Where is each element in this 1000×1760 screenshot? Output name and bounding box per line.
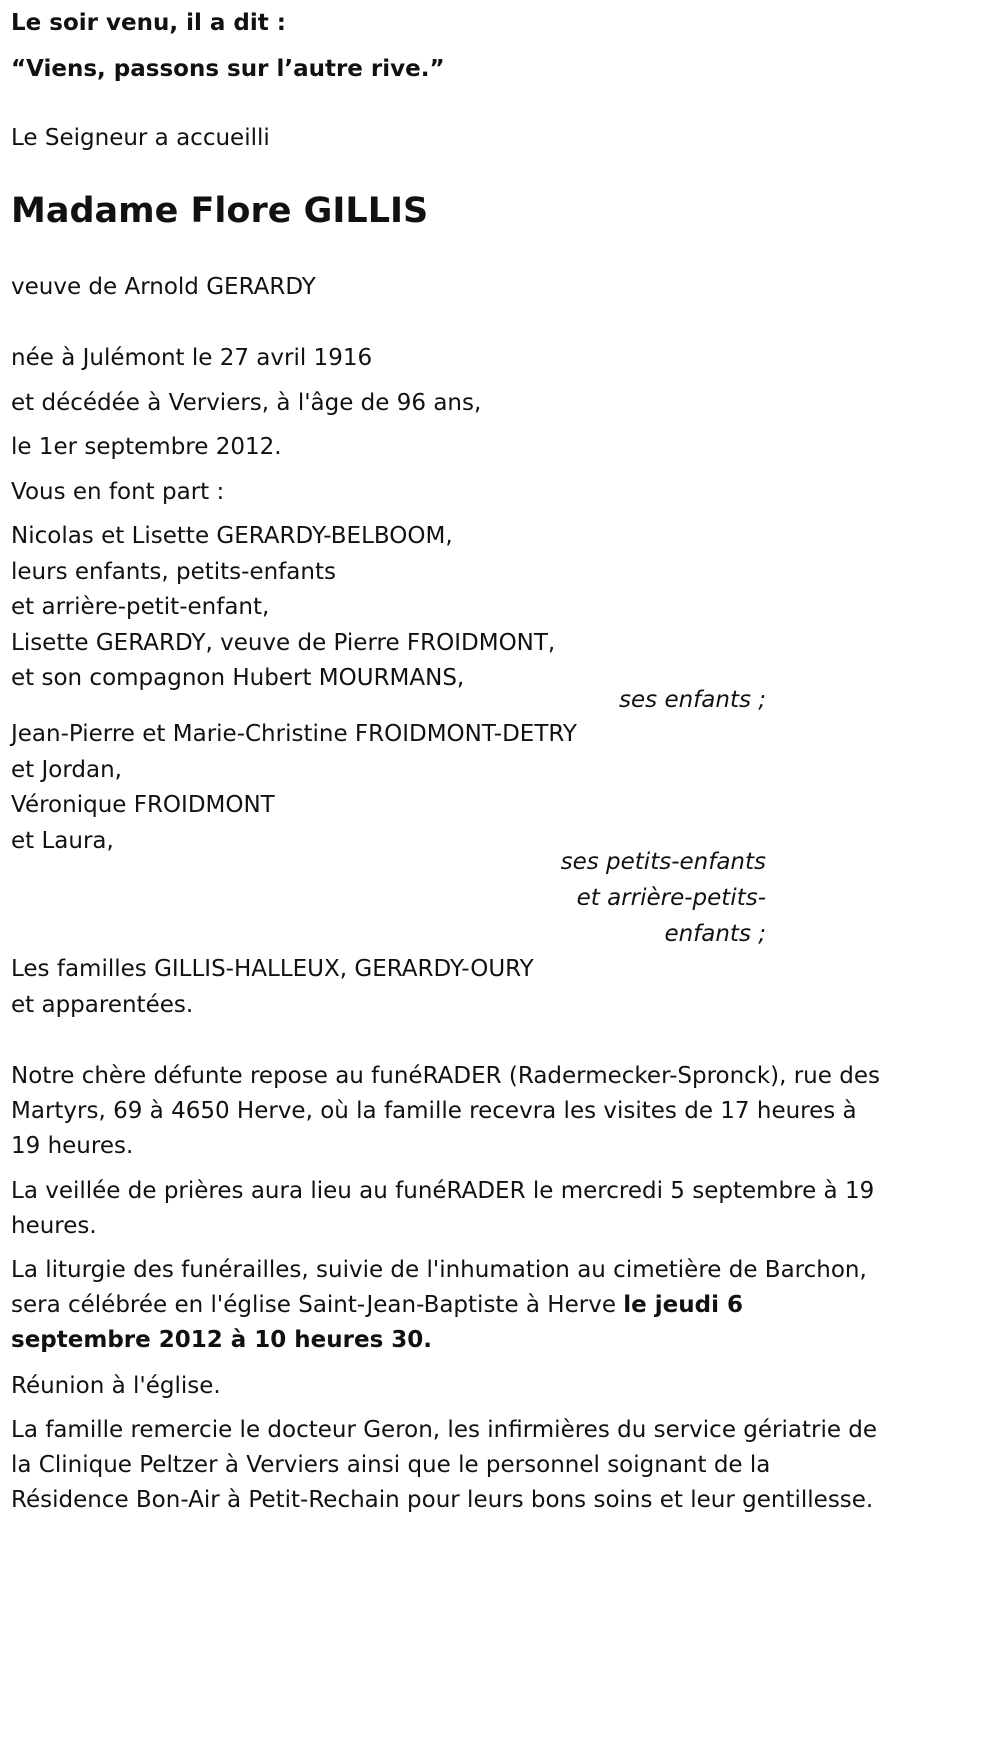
- children-line: leurs enfants, petits-enfants: [11, 559, 336, 585]
- grandchildren-role: ses petits-enfants: [560, 849, 766, 875]
- epigraph-line-1: Le soir venu, il a dit :: [11, 10, 286, 36]
- children-line: Nicolas et Lisette GERARDY-BELBOOM,: [11, 523, 453, 549]
- rest-paragraph: Notre chère défunte repose au funéRADER (Radermecker-Spronck), rue des Martyrs, 69 à 4650 Herve, où la famille recevra les visites de 17 heures à 19 heures.: [11, 1063, 880, 1159]
- children-line: et son compagnon Hubert MOURMANS,: [11, 665, 465, 691]
- grandchildren-line: Véronique FROIDMONT: [11, 792, 275, 818]
- death-text-1: et décédée à Verviers, à l'âge de 96 ans,: [11, 390, 482, 416]
- grandchildren-line: et Laura,: [11, 828, 114, 854]
- grandchildren-role: enfants ;: [664, 921, 766, 947]
- epigraph-line-2: “Viens, passons sur l’autre rive.”: [11, 56, 445, 82]
- spouse-text: veuve de Arnold GERARDY: [11, 274, 316, 300]
- grandchildren-line: et Jordan,: [11, 757, 122, 783]
- children-line: Lisette GERARDY, veuve de Pierre FROIDMONT,: [11, 630, 556, 656]
- birth-text: née à Julémont le 27 avril 1916: [11, 345, 373, 371]
- announce-text: Vous en font part :: [11, 479, 225, 505]
- funeral-paragraph: [11, 1253, 883, 1358]
- thanks-paragraph: La famille remercie le docteur Geron, les infirmières du service gériatrie de la Clinique Peltzer à Verviers ainsi que le personnel soignant de la Résidence Bon-Air à Petit-Rechain pour leurs bons soins et leur gentillesse.: [11, 1417, 878, 1513]
- families-line: Les familles GILLIS-HALLEUX, GERARDY-OURY: [11, 956, 534, 982]
- funeral-date: le jeudi 6 septembre 2012 à 10 heures 30.: [11, 1292, 744, 1353]
- grandchildren-role: et arrière-petits-: [576, 885, 766, 911]
- grandchildren-line: Jean-Pierre et Marie-Christine FROIDMONT-DETRY: [11, 721, 577, 747]
- families-line: et apparentées.: [11, 992, 194, 1018]
- children-role: ses enfants ;: [619, 687, 766, 713]
- meeting-paragraph: Réunion à l'église.: [11, 1373, 221, 1399]
- funeral-text: La liturgie des funérailles, suivie de l'inhumation au cimetière de Barchon, sera célébrée en l'église Saint-Jean-Baptiste à Herve: [11, 1257, 867, 1318]
- vigil-paragraph: La veillée de prières aura lieu au funéRADER le mercredi 5 septembre à 19 heures.: [11, 1178, 875, 1239]
- death-text-2: le 1er septembre 2012.: [11, 434, 282, 460]
- deceased-name: Madame Flore GILLIS: [11, 191, 429, 231]
- children-line: et arrière-petit-enfant,: [11, 594, 270, 620]
- intro-text: Le Seigneur a accueilli: [11, 125, 270, 151]
